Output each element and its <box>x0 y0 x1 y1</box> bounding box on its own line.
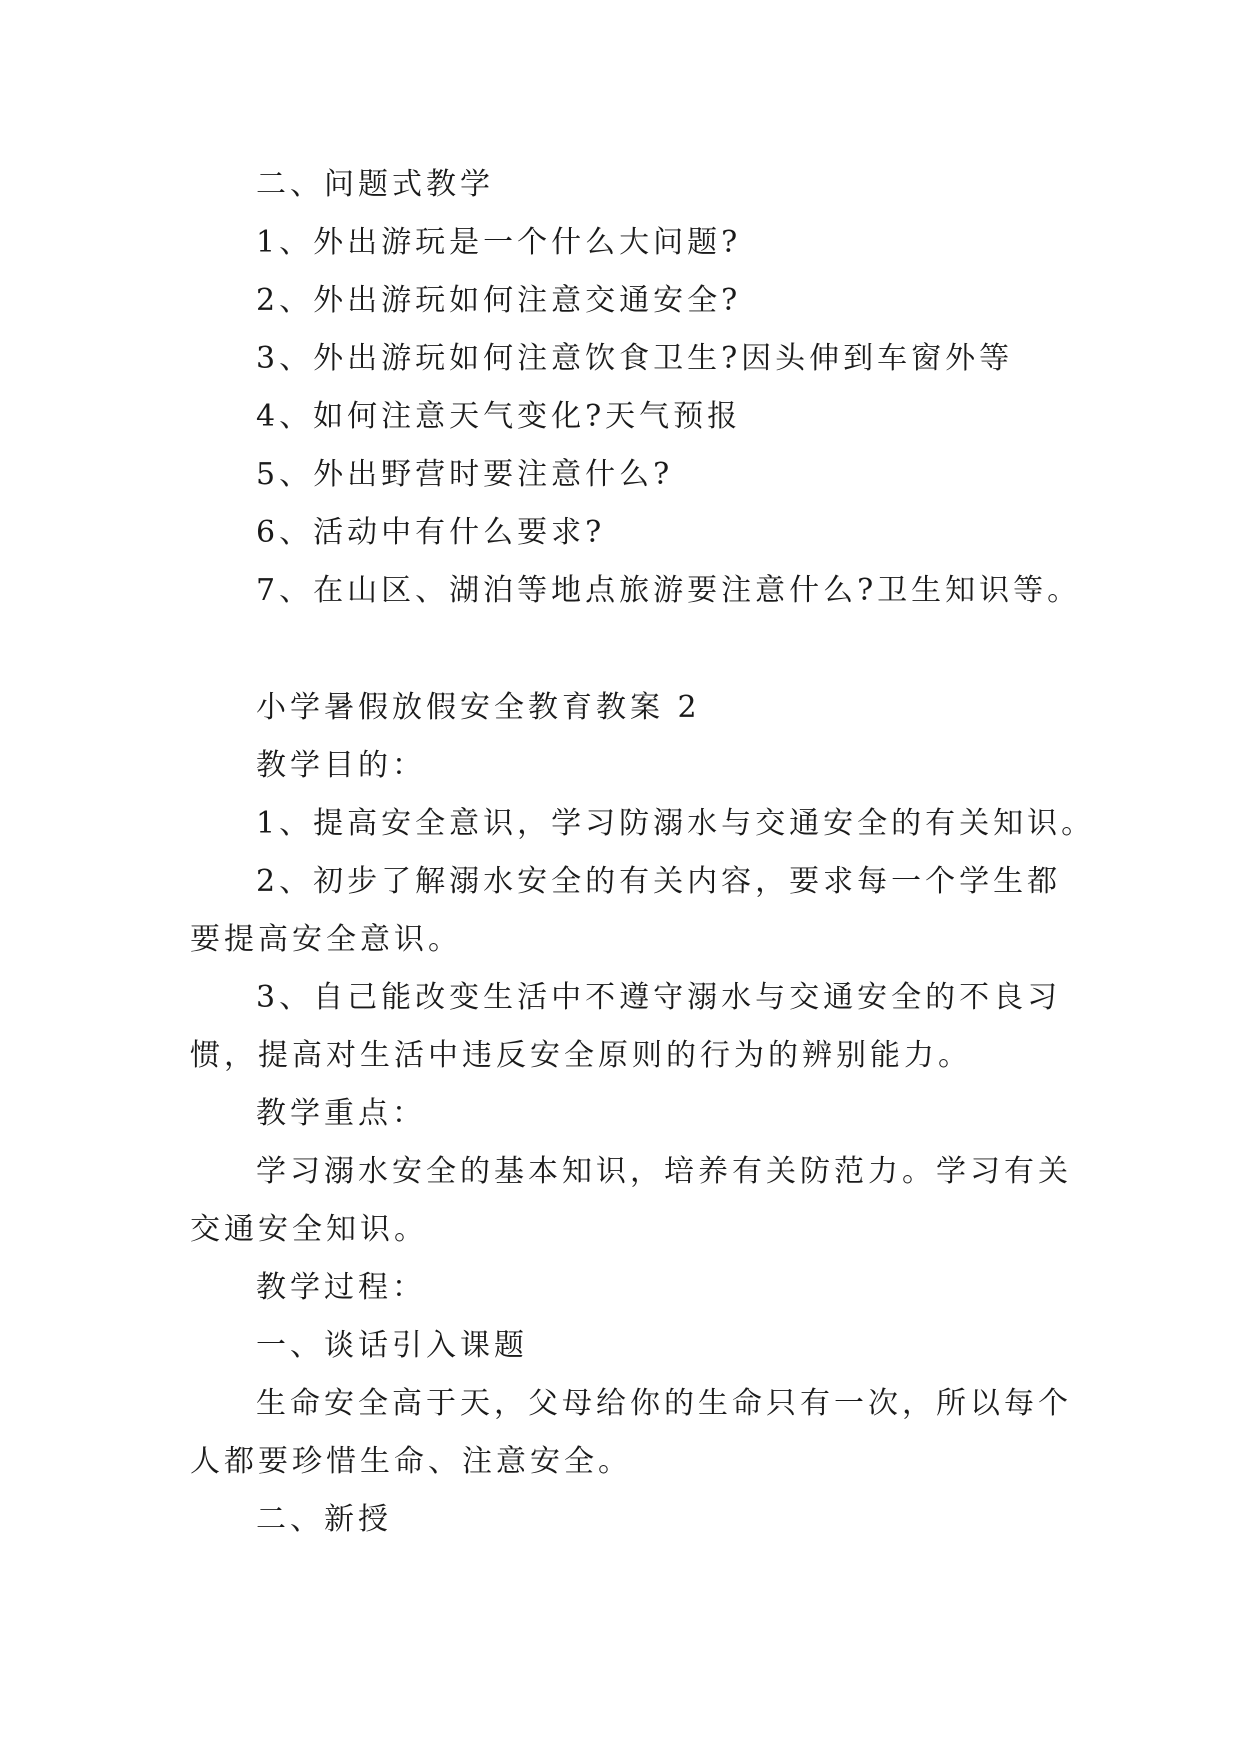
goal-1: 1、提高安全意识，学习防溺水与交通安全的有关知识。 <box>256 806 1096 841</box>
question-item-2: 2、外出游玩如何注意交通安全? <box>256 283 742 318</box>
goals-label: 教学目的： <box>256 748 426 783</box>
step-1-heading: 一、谈话引入课题 <box>256 1328 528 1363</box>
key-points-line-2: 交通安全知识。 <box>190 1212 428 1247</box>
step-1-line-2: 人都要珍惜生命、注意安全。 <box>190 1444 632 1479</box>
section-heading: 二、问题式教学 <box>256 167 494 202</box>
goal-3-line-2: 惯，提高对生活中违反安全原则的行为的辨别能力。 <box>190 1038 972 1073</box>
question-item-3: 3、外出游玩如何注意饮食卫生?因头伸到车窗外等 <box>256 341 1014 376</box>
question-item-6: 6、活动中有什么要求? <box>256 515 606 550</box>
key-points-line-1: 学习溺水安全的基本知识，培养有关防范力。学习有关 <box>256 1154 1072 1189</box>
step-2-heading: 二、新授 <box>256 1502 392 1537</box>
lesson-title: 小学暑假放假安全教育教案 2 <box>256 690 701 725</box>
question-item-5: 5、外出野营时要注意什么? <box>256 457 674 492</box>
question-item-7: 7、在山区、湖泊等地点旅游要注意什么?卫生知识等。 <box>256 573 1082 608</box>
question-item-1: 1、外出游玩是一个什么大问题? <box>256 225 742 260</box>
goal-3-line-1: 3、自己能改变生活中不遵守溺水与交通安全的不良习 <box>256 980 1062 1015</box>
process-label: 教学过程： <box>256 1270 426 1305</box>
goal-2-line-2: 要提高安全意识。 <box>190 922 462 957</box>
goal-2-line-1: 2、初步了解溺水安全的有关内容，要求每一个学生都 <box>256 864 1062 899</box>
question-item-4: 4、如何注意天气变化?天气预报 <box>256 399 742 434</box>
step-1-line-1: 生命安全高于天，父母给你的生命只有一次，所以每个 <box>256 1386 1072 1421</box>
key-points-label: 教学重点： <box>256 1096 426 1131</box>
